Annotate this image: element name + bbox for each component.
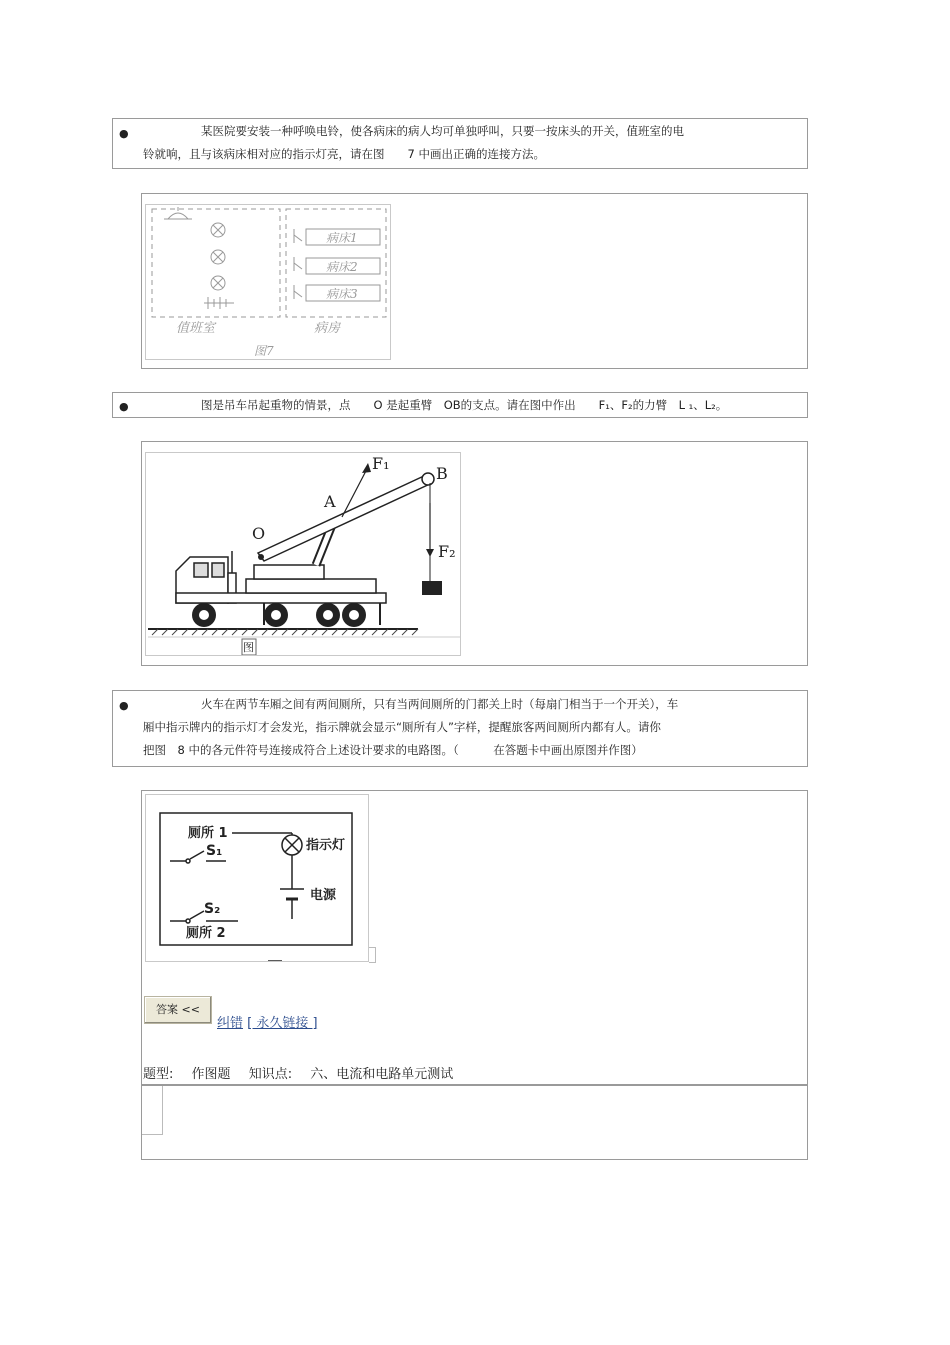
battery-icon [204,297,234,309]
question-2 [112,392,808,418]
lamp-icon [211,276,225,290]
type-label: 题型: [143,1067,174,1082]
figure-caption: 图 [243,641,254,654]
wiring-diagram [146,205,391,360]
image-edge-marker [369,947,376,963]
crane-image [145,452,461,656]
lamp-icon [282,835,302,855]
toilet-1-label: 厕所 1 [188,826,228,841]
question-text-line: 火车在两节车厢之间有两间厕所，只有当两间厕所的门都关上时（每扇门相当于一个开关），车 [201,697,679,711]
footer-divider [142,1084,808,1086]
label-f1: F₁ [372,454,390,473]
question-text-line: 图是吊车吊起重物的情景，点 O 是起重臂 OB的支点。请在图中作出 F₁、F₂的力臂 L ₁、L₂。 [201,398,728,412]
knowledge-label: 知识点: [248,1067,293,1082]
label-f2: F₂ [438,542,456,561]
answer-toggle-button[interactable]: 答案 << [144,996,212,1024]
pivot-o [258,554,264,560]
circuit-diagram [146,795,369,962]
lamp-icon [211,250,225,264]
bullet: ● [119,699,129,712]
label-a: A [324,492,336,511]
footer-cell [142,1086,163,1135]
label-o: O [252,524,266,543]
bullet: ● [119,400,129,413]
figure-7-image [145,204,391,360]
crane-diagram [146,453,461,656]
lamp-label: 指示灯 [306,838,346,853]
question-text-line: 铃就响，且与该病床相对应的指示灯亮，请在图 7 中画出正确的连接方法。 [143,147,545,161]
error-link-group [217,1012,318,1031]
s2-label: S₂ [204,901,221,917]
bell-icon [164,207,192,219]
correct-error-link[interactable]: 纠错 [217,1016,244,1031]
switch-icon [294,229,302,299]
question-1 [112,118,808,169]
figure-caption: 图7 [254,344,274,358]
power-label: 电源 [310,888,337,903]
question-text-line: 某医院要安装一种呼唤电铃，使各病床的病人均可单独呼叫，只要一按床头的开关，值班室的电 [201,124,684,138]
knowledge-value: 六、电流和电路单元测试 [310,1067,454,1082]
label-b: B [436,464,448,483]
battery-icon [280,889,304,899]
bullet: ● [119,127,129,140]
lamp-icon [211,223,225,237]
duty-room-label: 值班室 [176,321,216,336]
question-text-line: 把图 8 中的各元件符号连接成符合上述设计要求的电路图。（ 在答题卡中画出原图并作图） [143,743,643,757]
circuit-image [145,794,369,962]
ward-label: 病房 [314,321,341,336]
bed-label-1: 病床1 [326,231,358,245]
figure-box-1 [141,193,808,369]
s1-label: S₁ [206,843,223,859]
toilet-2-label: 厕所 2 [186,926,226,941]
figure-box-2 [141,441,808,666]
permalink-link[interactable]: [ 永久链接 ] [247,1016,318,1031]
boom-ob [258,475,432,561]
load-weight [422,581,442,595]
question-meta [143,1063,467,1082]
bed-label-2: 病床2 [326,260,358,274]
type-value: 作图题 [191,1067,231,1082]
question-3 [112,690,808,767]
bed-label-3: 病床3 [326,287,358,301]
question-text-line: 厢中指示牌内的指示灯才会发光，指示牌就会显示“厕所有人”字样，提醒旅客两间厕所内都有人。请你 [143,720,661,734]
figure-box-3 [141,790,808,1160]
